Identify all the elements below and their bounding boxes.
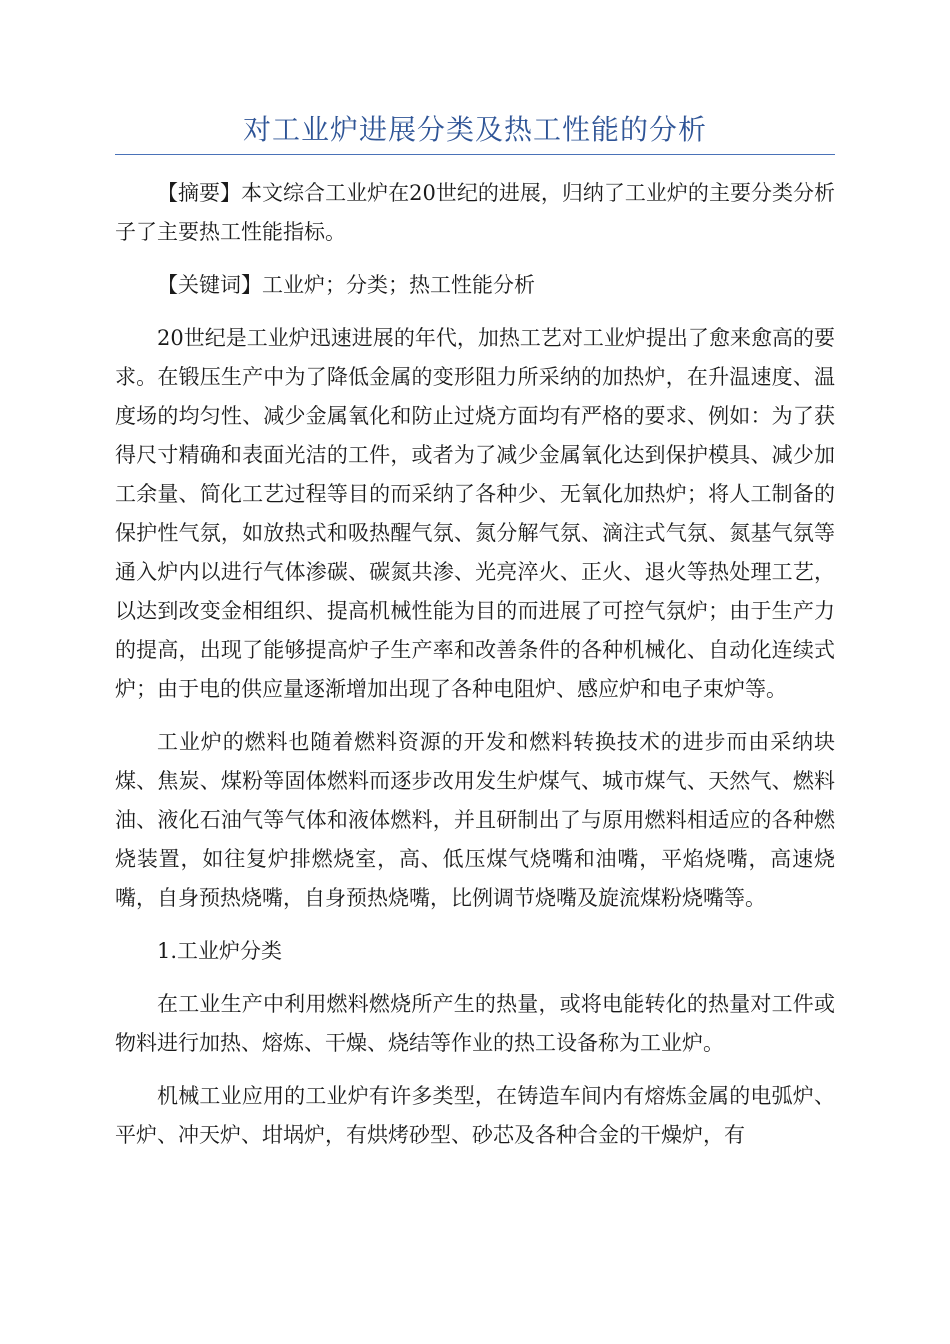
- body-paragraph: 机械工业应用的工业炉有许多类型，在铸造车间内有熔炼金属的电弧炉、平炉、冲天炉、坩埚炉，有烘烤砂型、砂芯及各种合金的干燥炉，有: [115, 1084, 835, 1147]
- keywords-paragraph: 【关键词】工业炉；分类；热工性能分析: [157, 273, 535, 297]
- body-paragraph: 20世纪是工业炉迅速进展的年代，加热工艺对工业炉提出了愈来愈高的要求。在锻压生产中为了降低金属的变形阻力所采纳的加热炉，在升温速度、温度场的均匀性、减少金属氧化和防止过烧方面均有严格的要求、例如：为了获得尺寸精确和表面光洁的工件，或者为了减少金属氧化达到保护模具、减少加工余量、简化工艺过程等目的而采纳了各种少、无氧化加热炉；将人工制备的保护性气氛，如放热式和吸热醒气氛、氮分解气氛、滴注式气氛、氮基气氛等通入炉内以进行气体渗碳、碳氮共渗、光亮淬火、正火、退火等热处理工艺，以达到改变金相组织、提高机械性能为目的而进展了可控气氛炉；由于生产力的提高，出现了能够提高炉子生产率和改善条件的各种机械化、自动化连续式炉；由于电的供应量逐渐增加出现了各种电阻炉、感应炉和电子束炉等。: [115, 326, 835, 701]
- document-title: 对工业炉进展分类及热工性能的分析: [242, 113, 707, 146]
- body-paragraph: 工业炉的燃料也随着燃料资源的开发和燃料转换技术的进步而由采纳块煤、焦炭、煤粉等固体燃料而逐步改用发生炉煤气、城市煤气、天然气、燃料油、液化石油气等气体和液体燃料，并且研制出了与原用燃料相适应的各种燃烧装置，如往复炉排燃烧室，高、低压煤气烧嘴和油嘴，平焰烧嘴，高速烧嘴，自身预热烧嘴，自身预热烧嘴，比例调节烧嘴及旋流煤粉烧嘴等。: [115, 730, 835, 910]
- body-paragraph: 在工业生产中利用燃料燃烧所产生的热量，或将电能转化的热量对工件或物料进行加热、熔炼、干燥、烧结等作业的热工设备称为工业炉。: [115, 992, 835, 1055]
- abstract-paragraph: 【摘要】本文综合工业炉在20世纪的进展，归纳了工业炉的主要分类分析子了主要热工性能指标。: [115, 181, 835, 244]
- title-underline: [115, 154, 835, 155]
- document-body: [115, 174, 835, 1169]
- section-heading: 1.工业炉分类: [157, 939, 283, 963]
